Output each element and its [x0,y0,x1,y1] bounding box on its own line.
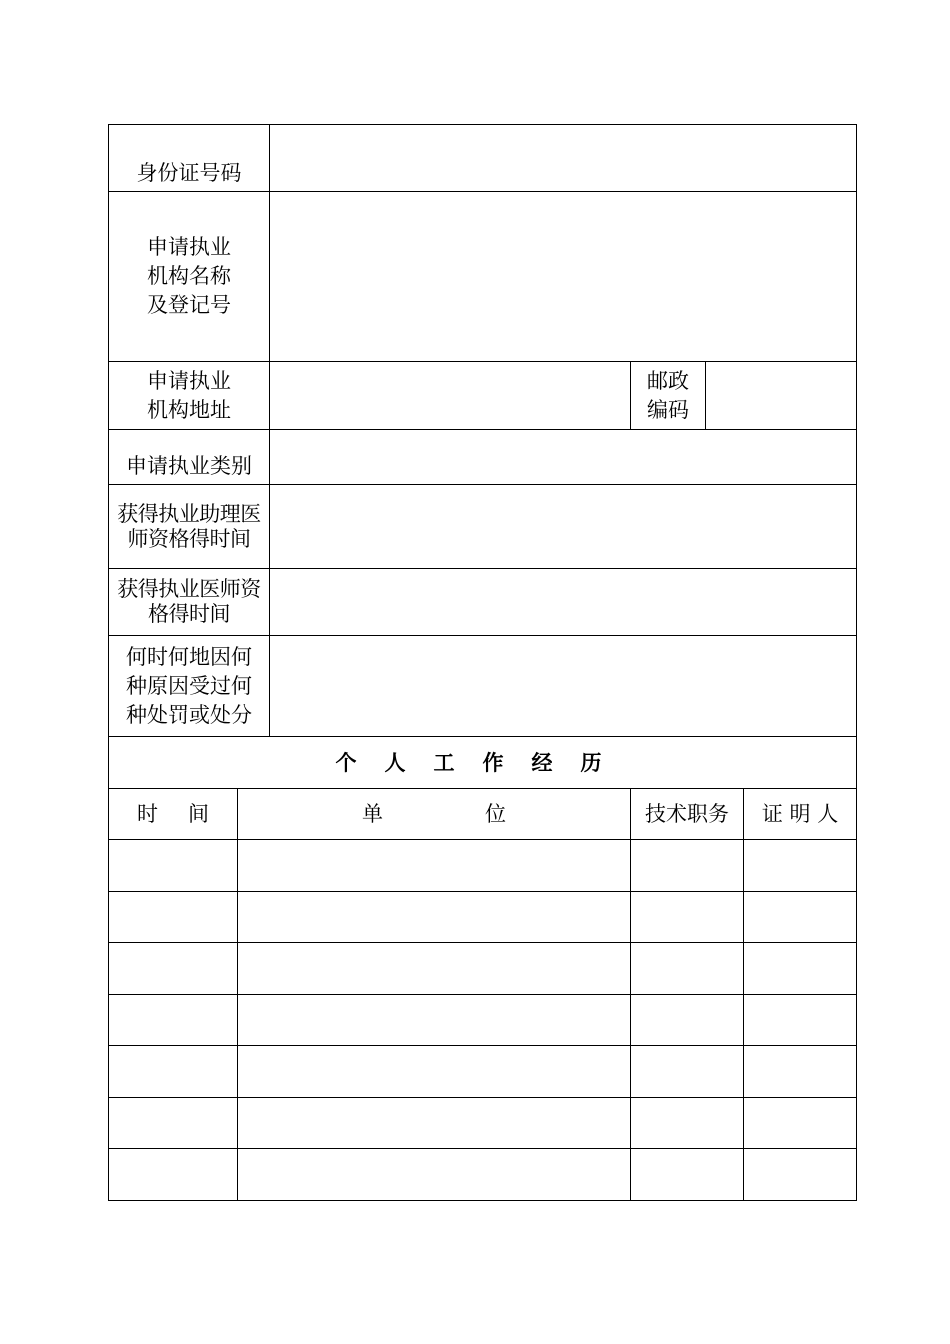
row-time-cell[interactable] [109,943,238,995]
id-number-label: 身份证号码 [109,125,270,192]
practice-category-field[interactable] [270,430,857,485]
table-row [109,995,857,1046]
row-unit-cell[interactable] [238,943,631,995]
column-header-unit-a: 单 [362,801,383,826]
row-position-cell[interactable] [631,892,744,943]
table-row [109,1046,857,1098]
penalty-row [109,636,857,737]
practice-category-row [109,430,857,485]
row-unit-cell[interactable] [238,840,631,892]
physician-qualification-label: 获得执业医师资 格得时间 [109,569,270,636]
id-number-row [109,125,857,192]
table-row [109,1149,857,1201]
postal-code-label: 邮政 编码 [631,362,706,430]
row-unit-cell[interactable] [238,1149,631,1201]
penalty-label: 何时何地因何 种原因受过何 种处罚或处分 [109,636,270,737]
column-header-position: 技术职务 [631,789,744,840]
row-time-cell[interactable] [109,1046,238,1098]
postal-code-field[interactable] [706,362,857,430]
column-header-witness: 证 明 人 [744,789,857,840]
row-unit-cell[interactable] [238,892,631,943]
row-position-cell[interactable] [631,1149,744,1201]
row-position-cell[interactable] [631,943,744,995]
work-history-header-row [109,789,857,840]
institution-address-field[interactable] [270,362,631,430]
physician-qualification-row [109,569,857,636]
row-position-cell[interactable] [631,1098,744,1149]
institution-name-row [109,192,857,362]
row-position-cell[interactable] [631,1046,744,1098]
column-header-time-a: 时 [137,801,158,826]
assistant-qualification-row [109,485,857,569]
column-header-unit-b: 位 [485,801,506,826]
column-header-time-b: 间 [188,801,209,826]
penalty-field[interactable] [270,636,857,737]
row-time-cell[interactable] [109,1149,238,1201]
row-witness-cell[interactable] [744,1098,857,1149]
id-number-field[interactable] [270,125,857,192]
table-row [109,943,857,995]
column-header-unit [238,789,631,840]
institution-name-field[interactable] [270,192,857,362]
table-row [109,1098,857,1149]
institution-address-row [109,362,857,430]
table-row [109,892,857,943]
institution-address-label: 申请执业 机构地址 [109,362,270,430]
row-time-cell[interactable] [109,995,238,1046]
row-witness-cell[interactable] [744,892,857,943]
row-time-cell[interactable] [109,840,238,892]
row-position-cell[interactable] [631,995,744,1046]
row-witness-cell[interactable] [744,1149,857,1201]
table-row [109,840,857,892]
row-witness-cell[interactable] [744,840,857,892]
row-unit-cell[interactable] [238,995,631,1046]
assistant-qualification-field[interactable] [270,485,857,569]
row-witness-cell[interactable] [744,1046,857,1098]
row-witness-cell[interactable] [744,943,857,995]
row-position-cell[interactable] [631,840,744,892]
institution-name-label: 申请执业 机构名称 及登记号 [109,192,270,362]
row-unit-cell[interactable] [238,1046,631,1098]
assistant-qualification-label: 获得执业助理医 师资格得时间 [109,485,270,569]
row-witness-cell[interactable] [744,995,857,1046]
work-history-title: 个人工作经历 [109,737,857,789]
column-header-time [109,789,238,840]
row-time-cell[interactable] [109,892,238,943]
practice-category-label: 申请执业类别 [109,430,270,485]
row-unit-cell[interactable] [238,1098,631,1149]
physician-qualification-field[interactable] [270,569,857,636]
row-time-cell[interactable] [109,1098,238,1149]
application-form-table [108,124,857,1201]
work-history-title-row [109,737,857,789]
